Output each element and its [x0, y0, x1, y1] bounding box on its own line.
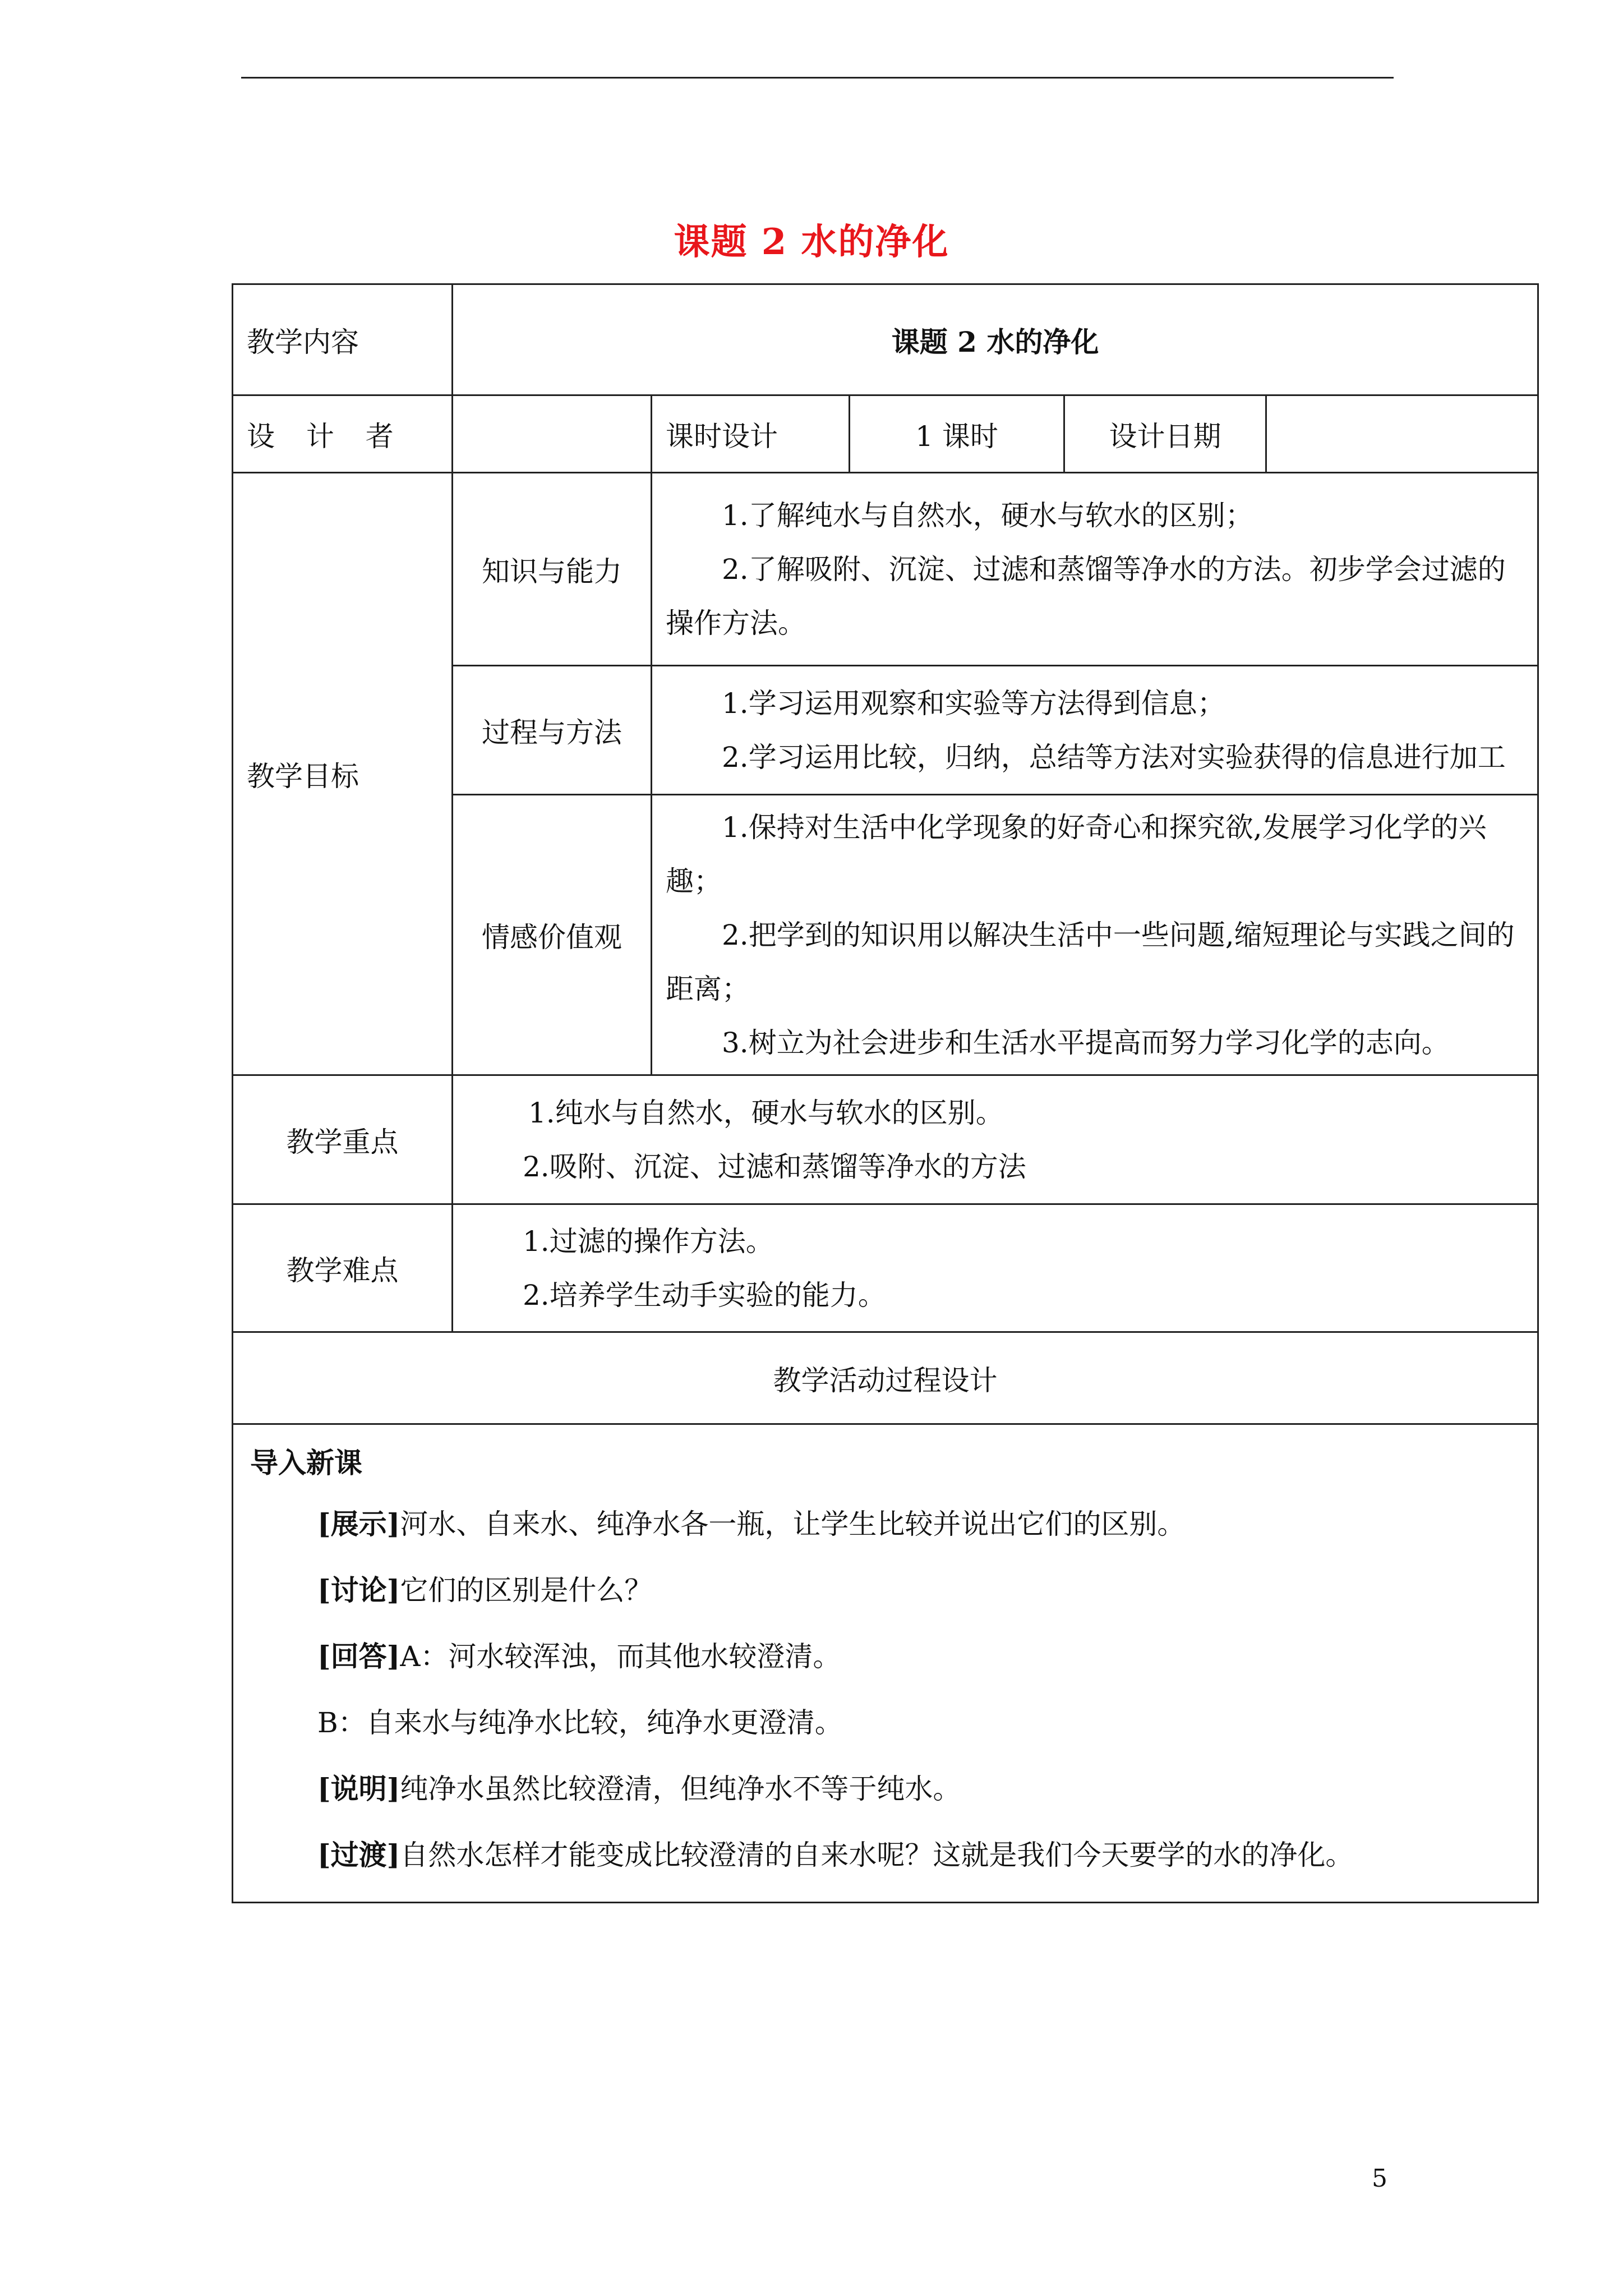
activity-tag: [回答]: [317, 1640, 400, 1673]
header-rule: [241, 77, 1394, 79]
activity-line: [250, 1557, 1520, 1623]
row-process-title: [233, 1332, 1538, 1424]
activity-text: 自然水怎样才能变成比较澄清的自来水呢？这就是我们今天要学的水的净化。: [400, 1839, 1354, 1871]
activity-line: [250, 1491, 1520, 1557]
goal-item: 2.了解吸附、沉淀、过滤和蒸馏等净水的方法。初步学会过滤的操作方法。: [666, 553, 1506, 639]
content-label: 教学内容: [233, 284, 453, 395]
activity-line: [250, 1623, 1520, 1690]
goal-item: 1.学习运用观察和实验等方法得到信息；: [722, 687, 1225, 720]
activity-heading: 导入新课: [250, 1446, 362, 1479]
key-item: 1.纯水与自然水，硬水与软水的区别。: [528, 1096, 1004, 1129]
period-value: 1 课时: [850, 395, 1064, 473]
difficulty-item: 2.培养学生动手实验的能力。: [523, 1278, 886, 1312]
goal-text-knowledge: [652, 473, 1538, 666]
activity-text: B：自来水与纯净水比较，纯净水更澄清。: [317, 1706, 843, 1739]
goal-item: 2.把学到的知识用以解决生活中一些问题,缩短理论与实践之间的距离；: [666, 918, 1515, 1005]
goal-item: 2.学习运用比较，归纳，总结等方法对实验获得的信息进行加工: [722, 740, 1506, 774]
activity-line: [250, 1756, 1520, 1822]
row-designer: [233, 395, 1538, 473]
activity-line: [250, 1822, 1520, 1888]
activity-text: 纯净水虽然比较澄清，但纯净水不等于纯水。: [400, 1773, 961, 1805]
activity-tag: [展示]: [317, 1507, 400, 1540]
goals-label: 教学目标: [233, 473, 453, 1075]
date-label: 设计日期: [1064, 395, 1266, 473]
key-item: 2.吸附、沉淀、过滤和蒸馏等净水的方法: [523, 1150, 1026, 1183]
row-key-points: [233, 1075, 1538, 1204]
period-label: 课时设计: [652, 395, 850, 473]
activity-line: [250, 1690, 1520, 1756]
difficulty-label: 教学难点: [233, 1204, 453, 1332]
activity-text: 河水、自来水、纯净水各一瓶，让学生比较并说出它们的区别。: [400, 1508, 1186, 1540]
process-title: 教学活动过程设计: [233, 1332, 1538, 1424]
date-value: [1266, 395, 1538, 473]
document-title: 课题 2 水的净化: [674, 221, 949, 263]
goal-text-process: [652, 666, 1538, 795]
key-text: [453, 1075, 1538, 1204]
goal-item: 3.树立为社会进步和生活水平提高而努力学习化学的志向。: [722, 1026, 1450, 1059]
activity-tag: [说明]: [317, 1772, 400, 1805]
activity-text: 它们的区别是什么？: [400, 1574, 653, 1607]
activity-text: A：河水较浑浊，而其他水较澄清。: [400, 1640, 841, 1673]
goal-text-values: [652, 795, 1538, 1075]
activity-tag: [过渡]: [317, 1838, 400, 1871]
goal-item: 1.了解纯水与自然水，硬水与软水的区别；: [722, 499, 1253, 532]
row-activity: [233, 1424, 1538, 1903]
goal-label-values: 情感价值观: [453, 795, 652, 1075]
row-content: [233, 284, 1538, 395]
difficulty-text: [453, 1204, 1538, 1332]
activity-tag: [讨论]: [317, 1573, 400, 1607]
goal-item: 1.保持对生活中化学现象的好奇心和探究欲,发展学习化学的兴趣；: [666, 811, 1487, 898]
content-value: 课题 2 水的净化: [453, 284, 1538, 395]
row-goal-knowledge: [233, 473, 1538, 666]
difficulty-item: 1.过滤的操作方法。: [523, 1225, 774, 1258]
goal-label-process: 过程与方法: [453, 666, 652, 795]
designer-value: [453, 395, 652, 473]
designer-label: 设 计 者: [233, 395, 453, 473]
row-difficulties: [233, 1204, 1538, 1332]
key-label: 教学重点: [233, 1075, 453, 1204]
lesson-plan-table: [232, 283, 1539, 1903]
activity-cell: [233, 1424, 1538, 1903]
goal-label-knowledge: 知识与能力: [453, 473, 652, 666]
page-number: 5: [1372, 2164, 1387, 2193]
